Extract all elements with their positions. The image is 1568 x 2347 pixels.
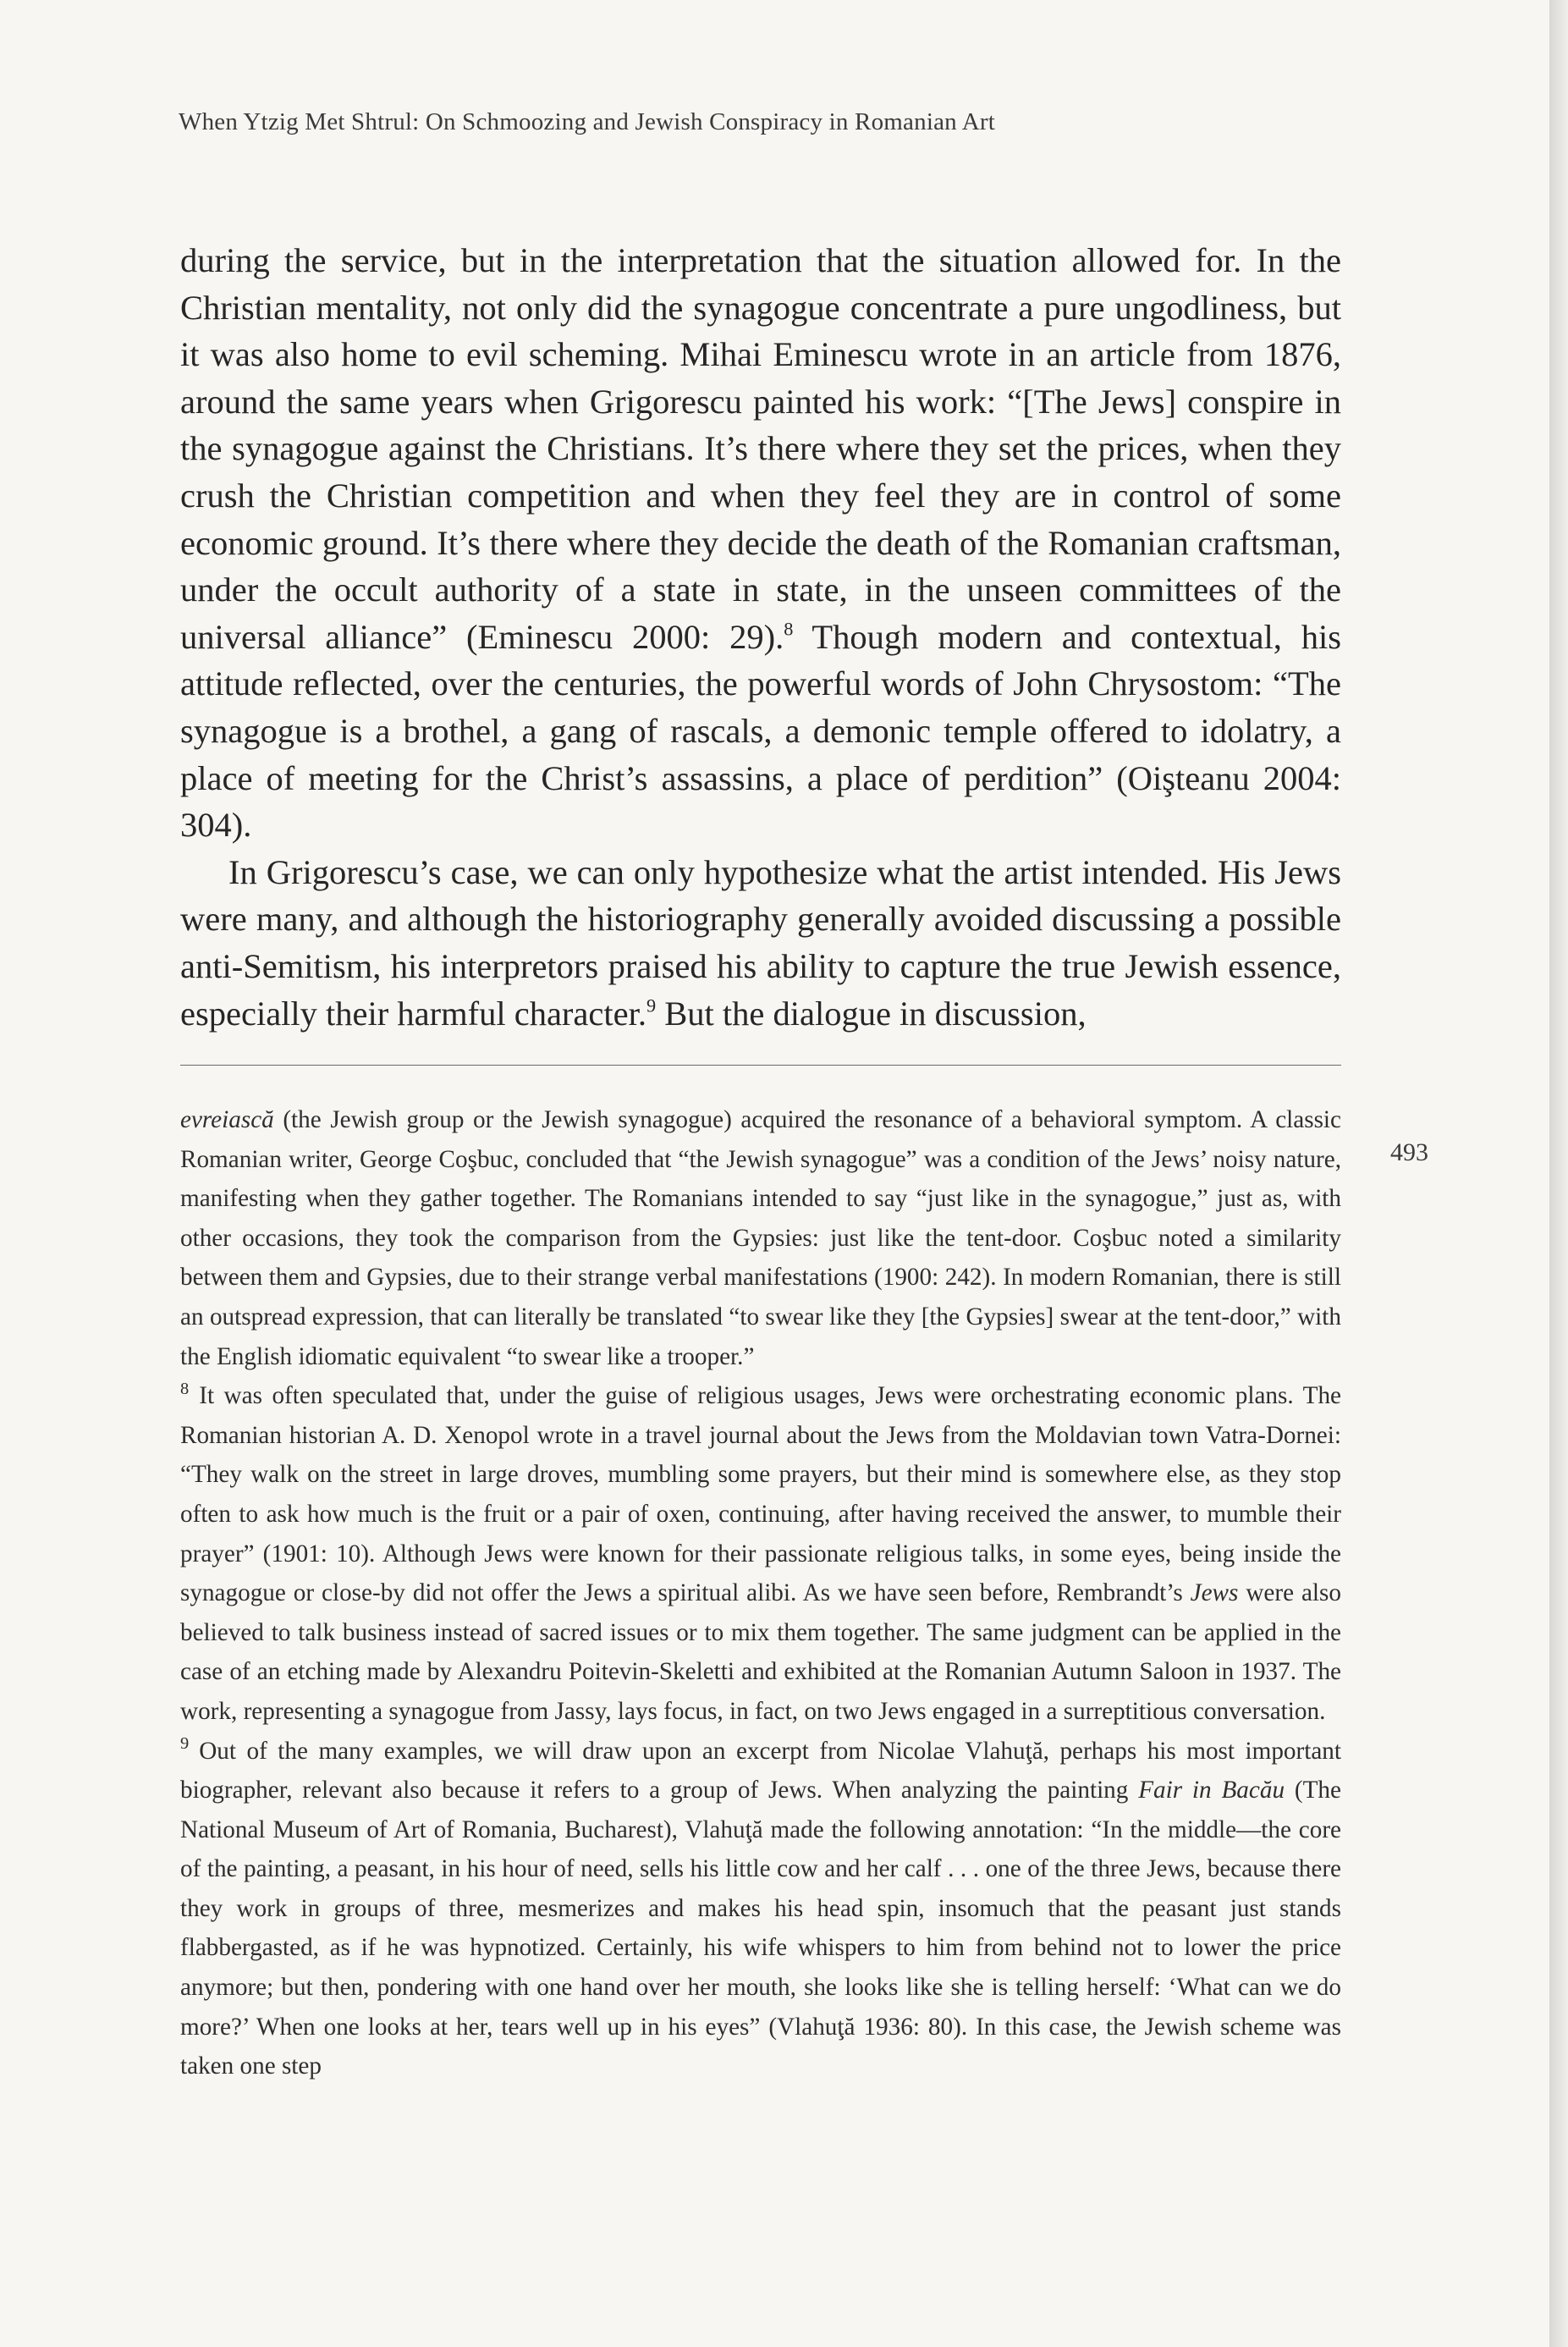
footnote-8-number: 8 (180, 1379, 190, 1398)
main-paragraph-2 (180, 849, 1341, 1037)
footnote-italic-term: evreiască (180, 1106, 274, 1133)
main-paragraph-1-continuation: Though modern and contextual, his attitude reflected, over the centuries, the powerful words of John Chrysostom: “The synagogue is a brothel, a gang of rascals, a demonic temple offered to idolatry, a place of meeting for the Christ’s assassins, a place of perdition” (Oişteanu 2004: 304). (180, 617, 1341, 845)
footnote-9-text-b: (The National Museum of Art of Romania, Bucharest), Vlahuţă made the following annotation: “In the middle—the core of the painting, a peasant, in his hour of need, sells his little cow and her calf . . . one of the three Jews, because there they work in groups of three, mesmerizes and makes his head spin, insomuch that the peasant just stands flabbergasted, as if he was hypnotized. Certainly, his wife whispers to him from behind not to lower the price anymore; but then, pondering with one hand over her mouth, she looks like she is telling herself: ‘What can we do more?’ When one looks at her, tears well up in his eyes” (Vlahuţă 1936: 80). In this case, the Jewish scheme was taken one step (180, 1777, 1341, 2080)
main-paragraph-2-text: In Grigorescu’s case, we can only hypothesize what the artist intended. His Jews were many, and although the historiography generally avoided discussing a possible anti-Semitism, his interpretors praised his ability to capture the true Jewish essence, especially their harmful character. (180, 852, 1341, 1033)
main-paragraph-1 (180, 237, 1341, 849)
main-body-text (180, 237, 1341, 1037)
footnote-9-text-a: Out of the many examples, we will draw upon an excerpt from Nicolae Vlahuţă, perhaps his most important biographer, relevant also because it refers to a group of Jews. When analyzing the painting (180, 1737, 1341, 1804)
footnote-continuation (180, 1100, 1341, 1376)
footnote-8-text-b: were also believed to talk business instead of sacred issues or to mix them together. The same judgment can be applied in the case of an etching made by Alexandru Poitevin-Skeletti and exhibited at the Romanian Autumn Saloon in 1937. The work, representing a synagogue from Jassy, lays focus, in fact, on two Jews engaged in a surreptitious conversation. (180, 1579, 1341, 1725)
footnote-8-text-a: It was often speculated that, under the guise of religious usages, Jews were orchestrating economic plans. The Romanian historian A. D. Xenopol wrote in a travel journal about the Jews from the Moldavian town Vatra-Dornei: “They walk on the street in large droves, mumbling some prayers, but their mind is somewhere else, as they stop often to ask how much is the fruit or a pair of oxen, continuing, after having received the answer, to mumble their prayer” (1901: 10). Although Jews were known for their passionate religious talks, in some eyes, being inside the synagogue or close-by did not offer the Jews a spiritual alibi. As we have seen before, Rembrandt’s (180, 1382, 1341, 1607)
footnote-9 (180, 1732, 1341, 2086)
main-paragraph-1-text: during the service, but in the interpretation that the situation allowed for. In the Christian mentality, not only did the synagogue concentrate a pure ungodliness, but it was also home to evil scheming. Mihai Eminescu wrote in an article from 1876, around the same years when Grigorescu painted his work: “[The Jews] conspire in the synagogue against the Christians. It’s there where they set the prices, when they crush the Christian competition and when they feel they are in control of some economic ground. It’s there where they decide the death of the Romanian craftsman, under the occult authority of a state in state, in the unseen committees of the universal alliance” (Eminescu 2000: 29). (180, 241, 1341, 656)
footnote-separator (180, 1065, 1341, 1066)
footnote-ref-8[interactable]: 8 (784, 618, 794, 640)
main-paragraph-2-continuation: But the dialogue in discussion, (656, 994, 1087, 1033)
footnote-8 (180, 1376, 1341, 1731)
footnote-ref-9[interactable]: 9 (646, 994, 657, 1016)
running-head: When Ytzig Met Shtrul: On Schmoozing and Jewish Conspiracy in Romanian Art (179, 108, 995, 135)
footnote-continuation-text: (the Jewish group or the Jewish synagogue) acquired the resonance of a behavioral symptom. A classic Romanian writer, George Coşbuc, concluded that “the Jewish synagogue” was a condition of the Jews’ noisy nature, manifesting when they gather together. The Romanians intended to say “just like in the synagogue,” just as, with other occasions, they took the comparison from the Gypsies: just like the tent-door. Coşbuc noted a similarity between them and Gypsies, due to their strange verbal manifestations (1900: 242). In modern Romanian, there is still an outspread expression, that can literally be translated “to swear like they [the Gypsies] swear at the tent-door,” with the English idiomatic equivalent “to swear like a trooper.” (180, 1106, 1341, 1370)
footnote-8-italic: Jews (1190, 1579, 1239, 1607)
footnote-9-italic: Fair in Bacău (1138, 1777, 1285, 1804)
page-edge-shadow (1549, 0, 1568, 2347)
footnotes-section (180, 1100, 1341, 2086)
page-number: 493 (1390, 1138, 1428, 1166)
footnote-9-number: 9 (180, 1734, 190, 1754)
